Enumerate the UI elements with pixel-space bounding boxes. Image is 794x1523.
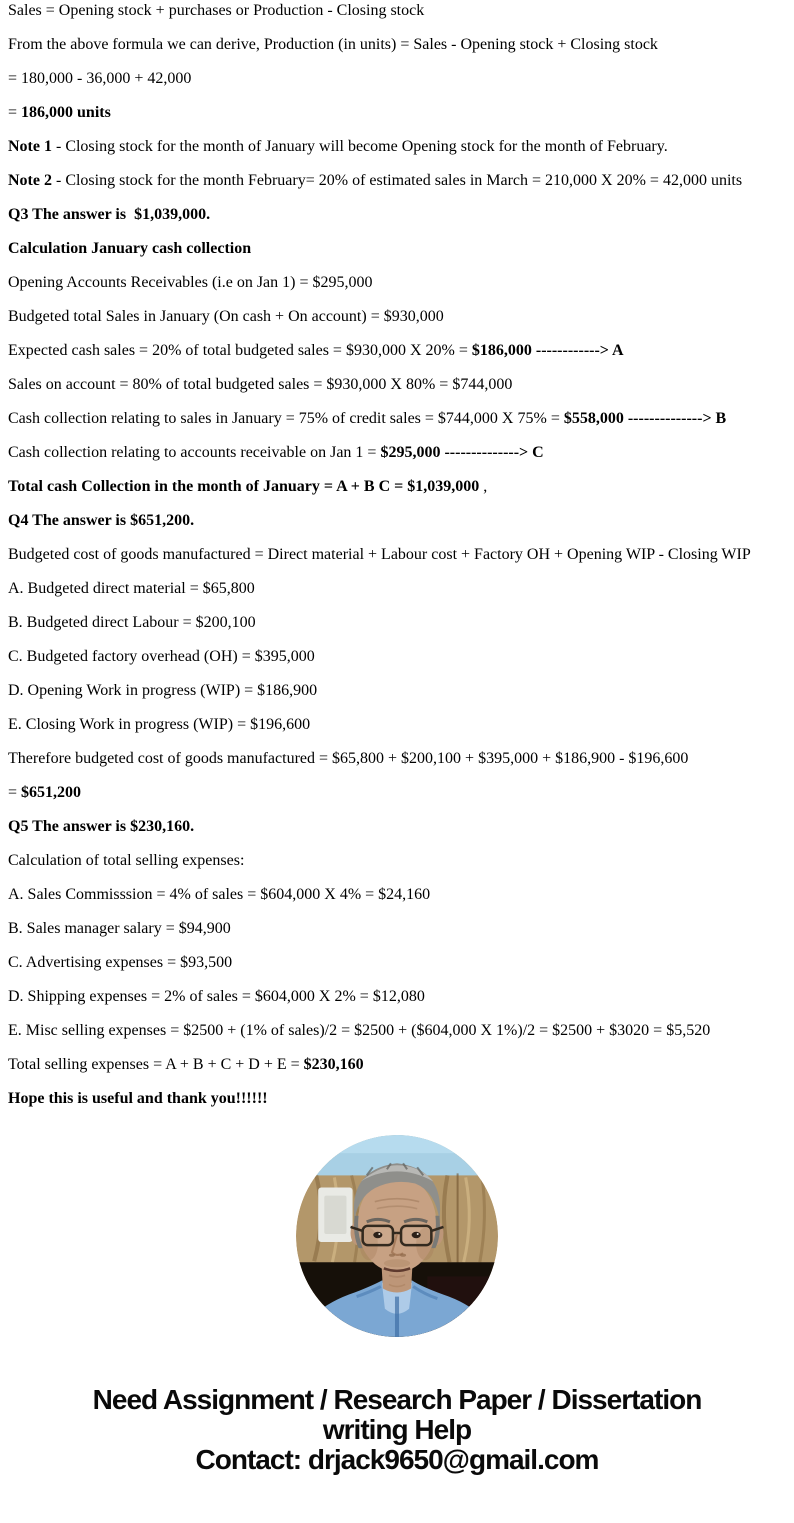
paragraph: Budgeted cost of goods manufactured = Direct material + Labour cost + Factory OH + Opening WIP - Closing WIP <box>8 546 751 563</box>
contact-email-line: Contact: drjack9650@gmail.com <box>195 1444 599 1475</box>
paragraph: From the above formula we can derive, Production (in units) = Sales - Opening stock + Closing stock <box>8 36 658 53</box>
paragraph: A. Sales Commisssion = 4% of sales = $604,000 X 4% = $24,160 <box>8 886 431 903</box>
footer-banner <box>0 1385 794 1475</box>
tutor-photo <box>296 1135 498 1337</box>
paragraph: = 180,000 - 36,000 + 42,000 <box>8 70 192 87</box>
paragraph: B. Sales manager salary = $94,900 <box>8 920 231 937</box>
footer-line-2: writing Help <box>322 1414 472 1445</box>
paragraph: Sales = Opening stock + purchases or Production - Closing stock <box>8 2 425 19</box>
paragraph: D. Opening Work in progress (WIP) = $186,900 <box>8 682 318 699</box>
paragraph: Sales on account = 80% of total budgeted sales = $930,000 X 80% = $744,000 <box>8 376 513 393</box>
paragraph: C. Budgeted factory overhead (OH) = $395,000 <box>8 648 315 665</box>
paragraph: A. Budgeted direct material = $65,800 <box>8 580 255 597</box>
paragraph: = 186,000 units <box>8 104 111 121</box>
paragraph: C. Advertising expenses = $93,500 <box>8 954 233 971</box>
paragraph: Q5 The answer is $230,160. <box>8 818 195 835</box>
paragraph: Budgeted total Sales in January (On cash + On account) = $930,000 <box>8 308 444 325</box>
paragraph: E. Closing Work in progress (WIP) = $196,600 <box>8 716 311 733</box>
paragraph: E. Misc selling expenses = $2500 + (1% of sales)/2 = $2500 + ($604,000 X 1%)/2 = $2500 + $3020 = $5,520 <box>8 1022 711 1039</box>
paragraph: Cash collection relating to accounts receivable on Jan 1 = $295,000 --------------> C <box>8 444 544 461</box>
paragraph: Hope this is useful and thank you!!!!!! <box>8 1090 268 1107</box>
paragraph: Total cash Collection in the month of January = A + B C = $1,039,000 , <box>8 478 488 495</box>
paragraph: Cash collection relating to sales in January = 75% of credit sales = $744,000 X 75% = $558,000 --------------> B <box>8 410 727 427</box>
tutor-photo-image <box>296 1135 498 1337</box>
paragraph: = $651,200 <box>8 784 82 801</box>
paragraph: Total selling expenses = A + B + C + D + E = $230,160 <box>8 1056 364 1073</box>
paragraph: Q3 The answer is $1,039,000. <box>8 206 211 223</box>
paragraph: B. Budgeted direct Labour = $200,100 <box>8 614 256 631</box>
paragraph: Calculation of total selling expenses: <box>8 852 245 869</box>
paragraph: Opening Accounts Receivables (i.e on Jan 1) = $295,000 <box>8 274 373 291</box>
paragraph: Therefore budgeted cost of goods manufactured = $65,800 + $200,100 + $395,000 + $186,900 - $196,600 <box>8 750 689 767</box>
paragraph: D. Shipping expenses = 2% of sales = $604,000 X 2% = $12,080 <box>8 988 425 1005</box>
paragraph: Q4 The answer is $651,200. <box>8 512 195 529</box>
paragraph: Calculation January cash collection <box>8 240 252 257</box>
paragraph: Note 2 - Closing stock for the month February= 20% of estimated sales in March = 210,000 X 20% = 42,000 units <box>8 172 743 189</box>
paragraph: Note 1 - Closing stock for the month of January will become Opening stock for the month of February. <box>8 138 668 155</box>
paragraph: Expected cash sales = 20% of total budgeted sales = $930,000 X 20% = $186,000 ------------> A <box>8 342 624 359</box>
footer-line-1: Need Assignment / Research Paper / Dissertation <box>92 1384 702 1415</box>
